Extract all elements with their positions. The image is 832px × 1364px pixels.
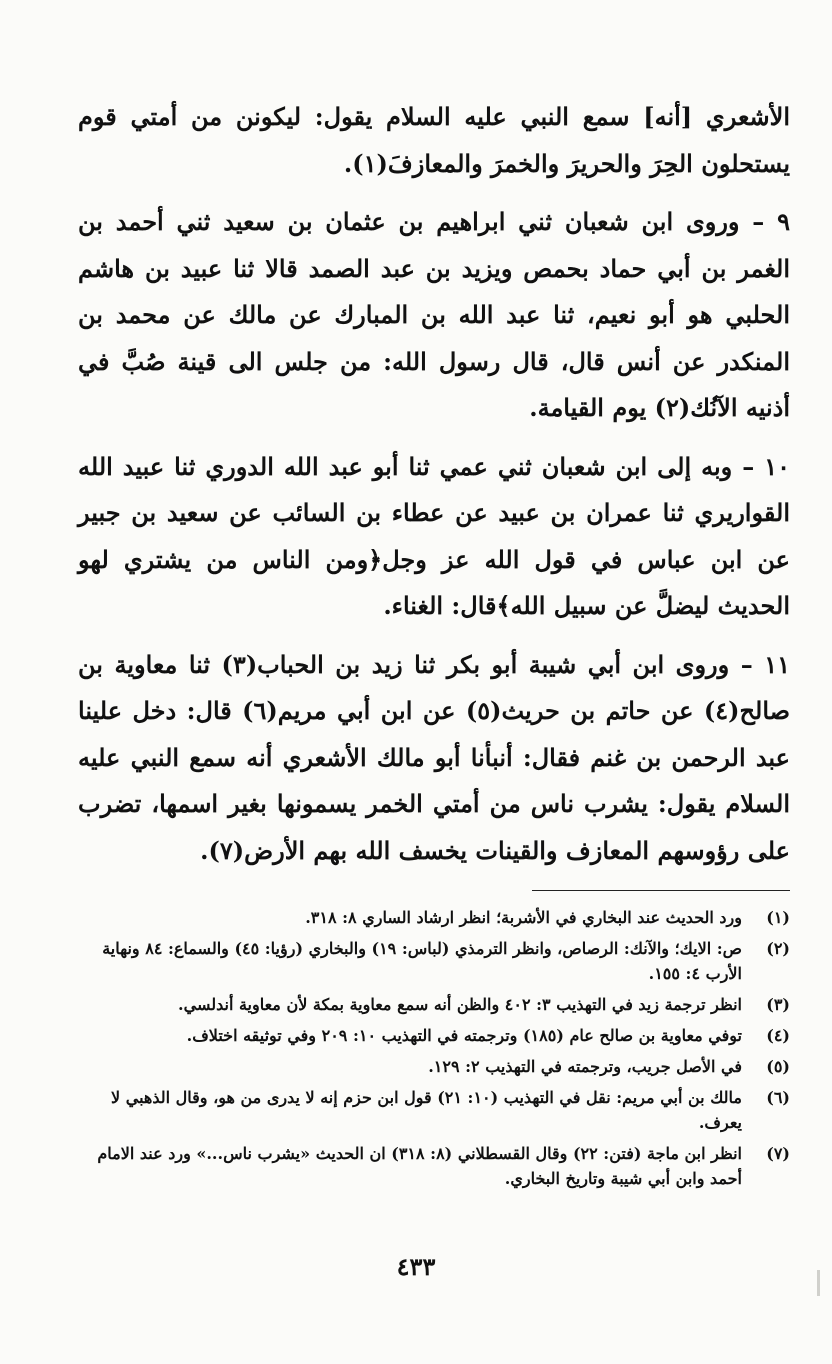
footnote-item (84, 992, 790, 1017)
footnote-item (84, 1054, 790, 1079)
footnote-text: ورد الحديث عند البخاري في الأشربة؛ انظر ارشاد الساري ٨: ٣١٨. (305, 908, 742, 927)
footnote-number: (٧) (766, 1144, 790, 1163)
paragraph-hadith-9: ٩ – وروى ابن شعبان ثني ابراهيم بن عثمان بن سعيد ثني أحمد بن الغمر بن أبي حماد بحمص ويزيد بن عبد الصمد قالا ثنا عبيد بن هاشم الحلبي هو أبو نعيم، ثنا عبد الله بن المبارك عن مالك عن محمد بن المنكدر عن أنس قال، قال رسول الله: من جلس الى قينة صُبَّ في أذنيه الآنُك(٢) يوم القيامة. (78, 207, 791, 422)
footnote-item (84, 1085, 790, 1135)
main-text-block (78, 94, 790, 874)
paragraph-hadith-8-end: الأشعري [أنه] سمع النبي عليه السلام يقول: ليكونن من أمتي قوم يستحلون الحِرَ والحريرَ والخمرَ والمعازفَ(١). (78, 102, 790, 178)
page-fold-mark (817, 1270, 820, 1296)
footnote-item (84, 905, 790, 930)
paragraph-hadith-10: ١٠ – وبه إلى ابن شعبان ثني عمي ثنا أبو عبد الله الدوري ثنا عبيد الله القواريري ثنا عمران بن عبيد عن عطاء بن السائب عن سعيد بن جبير عن ابن عباس في قول الله عز وجل﴿ومن الناس من يشتري لهو الحديث ليضلَّ عن سبيل الله﴾قال: الغناء. (78, 451, 790, 620)
footnote-text: انظر ابن ماجة (فتن: ٢٢) وقال القسطلاني (٨: ٣١٨) ان الحديث «يشرب ناس...» ورد عند الامام أحمد وابن أبي شيبة وتاريخ البخاري. (97, 1144, 742, 1188)
footnote-text: في الأصل جريب، وترجمته في التهذيب ٢: ١٢٩. (428, 1057, 742, 1076)
page-number: ٤٣٣ (396, 1252, 436, 1281)
footnote-text: انظر ترجمة زيد في التهذيب ٣: ٤٠٢ والظن أنه سمع معاوية بمكة لأن معاوية أندلسي. (178, 995, 742, 1014)
footnote-item (84, 936, 790, 986)
footnote-number: (١) (766, 908, 790, 927)
footnotes (84, 905, 790, 1197)
footnote-number: (٦) (766, 1088, 790, 1107)
footnote-text: ص: الايك؛ والآنك: الرصاص، وانظر الترمذي (لباس: ١٩) والبخاري (رؤيا: ٤٥) والسماع: ٨٤ ونهاية الأرب ٤: ١٥٥. (102, 939, 742, 983)
footnote-number: (٢) (766, 939, 790, 958)
footnote-number: (٤) (766, 1026, 790, 1045)
footnote-item (84, 1023, 790, 1048)
footnote-separator (532, 890, 790, 891)
footnote-text: مالك بن أبي مريم: نقل في التهذيب (١٠: ٢١) قول ابن حزم إنه لا يدرى من هو، وقال الذهبي لا يعرف. (111, 1088, 742, 1132)
paragraph-hadith-11: ١١ – وروى ابن أبي شيبة أبو بكر ثنا زيد بن الحباب(٣) ثنا معاوية بن صالح(٤) عن حاتم بن حريث(٥) عن ابن أبي مريم(٦) قال: دخل علينا عبد الرحمن بن غنم فقال: أنبأنا أبو مالك الأشعري أنه سمع النبي عليه السلام يقول: يشرب ناس من أمتي الخمر يسمونها بغير اسمها، تضرب على رؤوسهم المعازف والقينات يخسف الله بهم الأرض(٧). (78, 649, 791, 865)
footnote-number: (٥) (766, 1057, 790, 1076)
footnote-number: (٣) (766, 995, 790, 1014)
footnote-item (84, 1141, 790, 1191)
footnote-text: توفي معاوية بن صالح عام (١٨٥) وترجمته في التهذيب ١٠: ٢٠٩ وفي توثيقه اختلاف. (186, 1026, 742, 1045)
